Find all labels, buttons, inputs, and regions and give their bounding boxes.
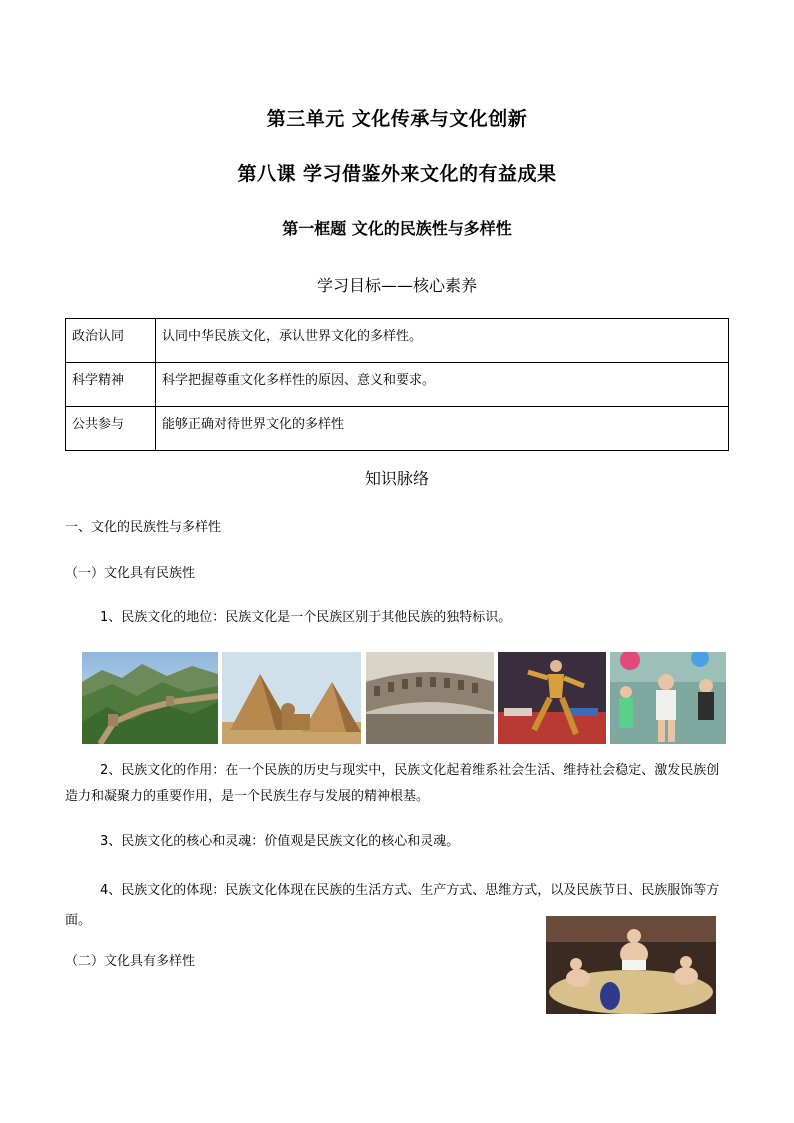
goal-label: 科学精神	[66, 363, 156, 407]
lesson-title: 第八课 学习借鉴外来文化的有益成果	[237, 163, 557, 185]
table-row	[66, 407, 729, 451]
table-row	[66, 319, 729, 363]
section-heading: 一、文化的民族性与多样性	[65, 520, 222, 535]
goal-text: 科学把握尊重文化多样性的原因、意义和要求。	[156, 363, 729, 407]
paragraph: 4、民族文化的体现：民族文化体现在民族的生活方式、生产方式、思维方式，以及民族节日、民族服饰等方面。	[65, 883, 720, 928]
goal-label: 政治认同	[66, 319, 156, 363]
goal-text: 认同中华民族文化，承认世界文化的多样性。	[156, 319, 729, 363]
goal-label: 公共参与	[66, 407, 156, 451]
paragraph: 2、民族文化的作用：在一个民族的历史与现实中，民族文化起着维系社会生活、维持社会稳定、激发民族创造力和凝聚力的重要作用，是一个民族生存与发展的精神根基。	[65, 763, 720, 804]
great-wall-photo	[82, 652, 218, 744]
subsection-heading: （二）文化具有多样性	[65, 954, 196, 969]
paragraph: 3、民族文化的核心和灵魂：价值观是民族文化的核心和灵魂。	[100, 834, 460, 849]
knowledge-heading: 知识脉络	[364, 469, 429, 488]
subsection-heading: （一）文化具有民族性	[65, 566, 196, 581]
goals-table	[65, 318, 729, 451]
goal-text: 能够正确对待世界文化的多样性	[156, 407, 729, 451]
colosseum-photo	[366, 652, 494, 744]
sumo-photo	[546, 916, 716, 1014]
wushu-photo	[498, 652, 606, 744]
goals-heading: 学习目标——核心素养	[316, 276, 477, 295]
table-row	[66, 363, 729, 407]
topic-title: 第一框题 文化的民族性与多样性	[282, 219, 512, 238]
pyramids-photo	[222, 652, 361, 744]
unit-title: 第三单元 文化传承与文化创新	[266, 108, 528, 130]
water-festival-photo	[610, 652, 726, 744]
paragraph: 1、民族文化的地位：民族文化是一个民族区别于其他民族的独特标识。	[100, 610, 512, 625]
